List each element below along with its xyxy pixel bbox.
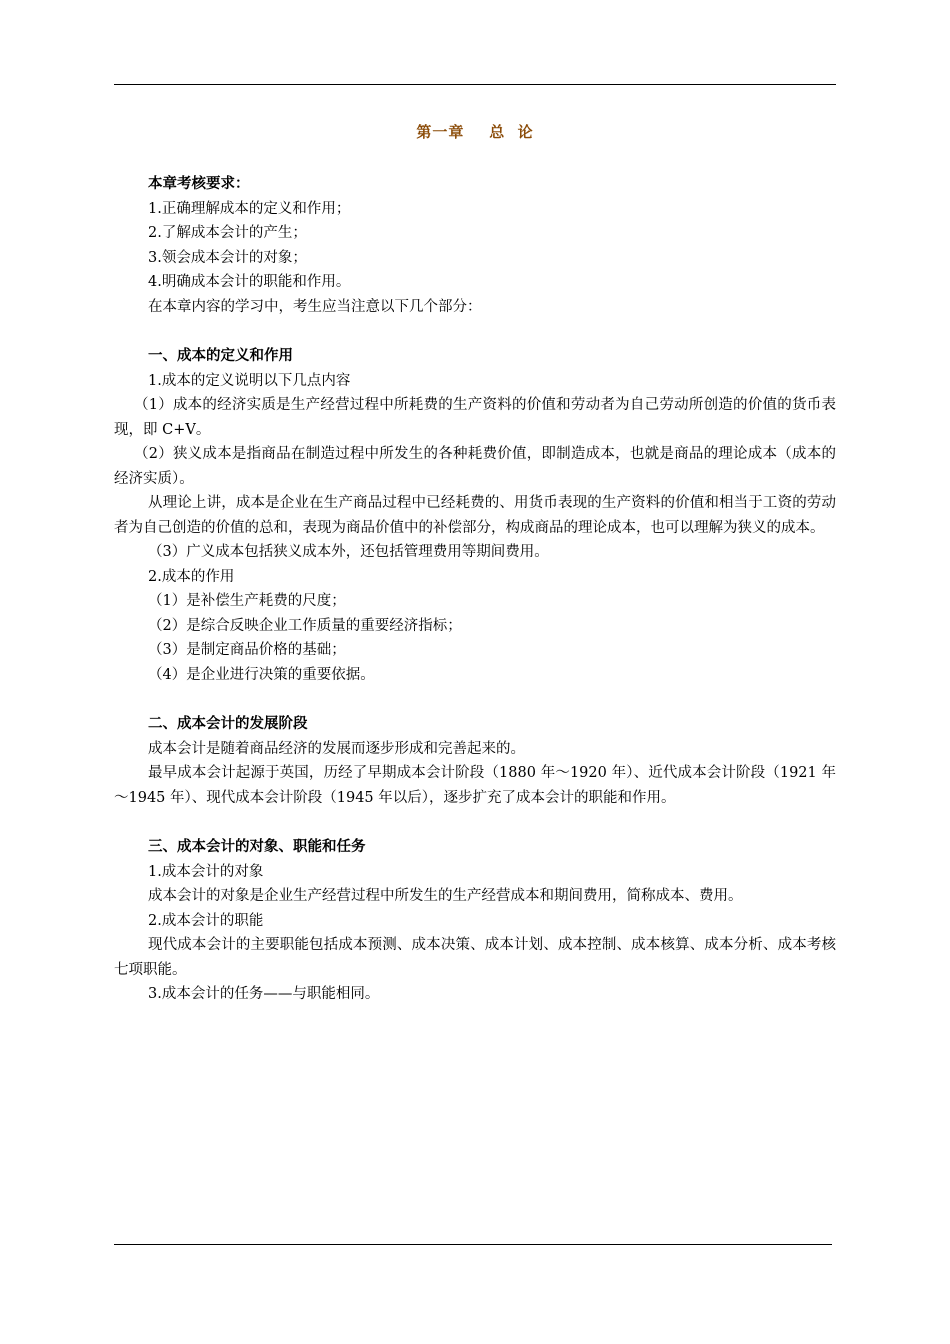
paragraph: 成本会计是随着商品经济的发展而逐步形成和完善起来的。 [148, 740, 525, 757]
section-heading: 二、成本会计的发展阶段 [148, 716, 308, 732]
spacer [114, 687, 836, 712]
header-rule [114, 84, 836, 85]
list-item: （4）是企业进行决策的重要依据。 [148, 666, 375, 683]
section-heading: 三、成本会计的对象、职能和任务 [148, 839, 366, 855]
paragraph: 成本会计的对象是企业生产经营过程中所发生的生产经营成本和期间费用，简称成本、费用。 [148, 888, 743, 904]
study-note: 在本章内容的学习中，考生应当注意以下几个部分： [148, 298, 482, 315]
footer-rule [114, 1244, 832, 1245]
subheading: 2.成本会计的职能 [148, 912, 264, 929]
chapter-title: 第一章 总 论 [416, 123, 534, 141]
subheading: 3.成本会计的任务——与职能相同。 [148, 986, 380, 1002]
requirements-heading: 本章考核要求： [148, 176, 250, 192]
requirement-item: 4.明确成本会计的职能和作用。 [148, 274, 351, 290]
requirement-item: 3.领会成本会计的对象； [148, 249, 307, 266]
paragraph: 从理论上讲，成本是企业在生产商品过程中已经耗费的、用货币表现的生产资料的价值和相当于工资的劳动者为自己创造的价值的总和，表现为商品价值中的补偿部分，构成商品的理论成本，也可以理解为狭义的成本。 [114, 495, 836, 536]
paragraph: （1）成本的经济实质是生产经营过程中所耗费的生产资料的价值和劳动者为自己劳动所创造的价值的货币表现，即 C+V。 [114, 397, 836, 438]
document-body [114, 118, 836, 1007]
paragraph: （3）广义成本包括狭义成本外，还包括管理费用等期间费用。 [148, 544, 549, 560]
requirement-item: 2.了解成本会计的产生； [148, 225, 307, 241]
paragraph: （2）狭义成本是指商品在制造过程中所发生的各种耗费价值，即制造成本，也就是商品的理论成本（成本的经济实质）。 [114, 446, 836, 487]
subheading: 1.成本会计的对象 [148, 863, 264, 880]
subheading: 2.成本的作用 [148, 568, 235, 585]
subheading: 1.成本的定义说明以下几点内容 [148, 372, 351, 389]
paragraph: 现代成本会计的主要职能包括成本预测、成本决策、成本计划、成本控制、成本核算、成本分析、成本考核七项职能。 [114, 937, 836, 978]
spacer [114, 810, 836, 835]
list-item: （3）是制定商品价格的基础； [148, 642, 346, 658]
requirement-item: 1.正确理解成本的定义和作用； [148, 200, 351, 217]
section-heading: 一、成本的定义和作用 [148, 348, 293, 364]
list-item: （1）是补偿生产耗费的尺度； [148, 593, 346, 609]
list-item: （2）是综合反映企业工作质量的重要经济指标； [148, 617, 462, 634]
paragraph: 最早成本会计起源于英国，历经了早期成本会计阶段（1880 年～1920 年）、近代成本会计阶段（1921 年～1945 年）、现代成本会计阶段（1945 年以后），逐步扩充了成本会计的职能和作用。 [114, 765, 836, 806]
spacer [114, 319, 836, 344]
